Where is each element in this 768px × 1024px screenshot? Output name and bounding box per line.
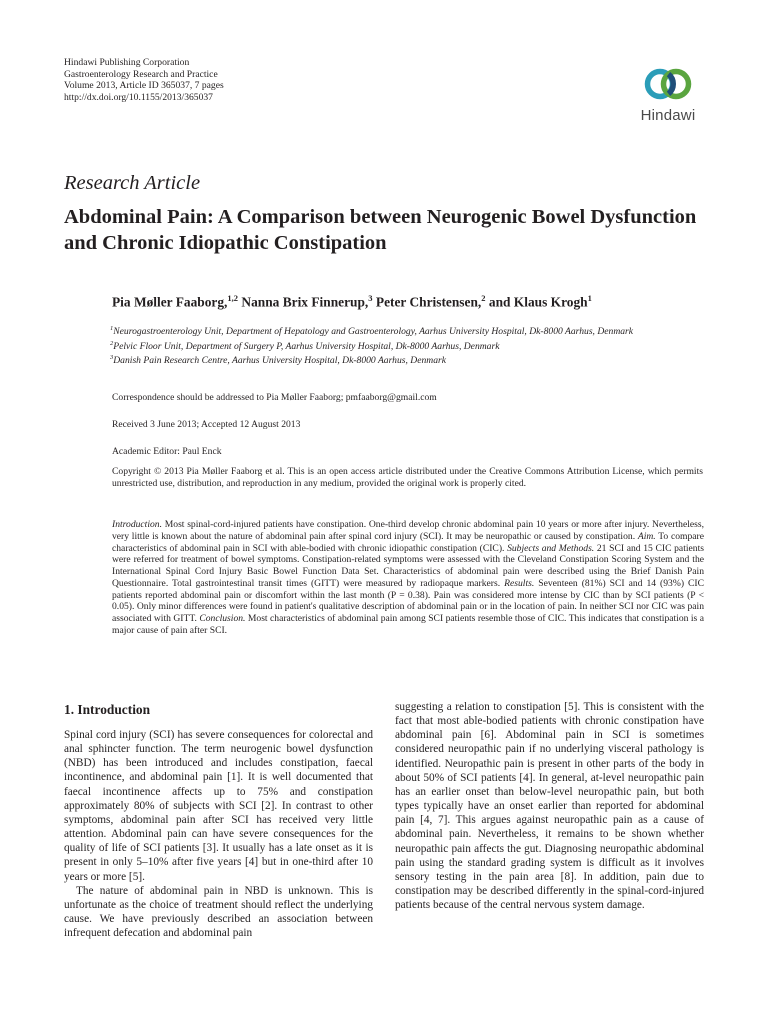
hindawi-logo-text: Hindawi bbox=[640, 107, 696, 124]
academic-editor: Academic Editor: Paul Enck bbox=[112, 446, 222, 457]
body-paragraph: Spinal cord injury (SCI) has severe consequences for colorectal and anal sphincter function. The term neurogenic bowel dysfunction (NBD) has been introduced and includes constipation, faecal incontinence, and abdominal pain [1]. It is well documented that faecal incontinence affects up to 75% and constipation approximately 80% of subjects with SCI [2]. In contrast to other symptoms, abdominal pain after SCI has received very little attention. Abdominal pain can have severe consequences for the quality of life of SCI patients [3]. It usually has a late onset as it is present in only 5–10% after five years [4] but in one-third after 10 years or more [5]. bbox=[64, 729, 373, 883]
abstract-label-results: Results. bbox=[504, 577, 535, 589]
abstract-label-aim: Aim. bbox=[637, 530, 656, 542]
body-column-right bbox=[395, 700, 704, 912]
abstract-conclusion: Most characteristics of abdominal pain among SCI patients resemble those of CIC. This indicates that constipation is a major cause of pain after SCI. bbox=[112, 613, 704, 636]
abstract-results: Seventeen (81%) SCI and 14 (93%) CIC patients reported abdominal pain or discomfort within the last month (P = 0.38). Pain was considered more intense by CIC than by SCI patients (P < 0.05). Only minor differences were found in patient's qualitative description of abdominal pain or in the location of pain. In neither SCI nor CIC was pain associated with GITT. bbox=[112, 577, 705, 624]
abstract-label-conclusion: Conclusion. bbox=[199, 613, 246, 624]
author-name: Nanna Brix Finnerup, bbox=[241, 294, 369, 310]
author-name: Peter Christensen, bbox=[375, 294, 482, 310]
author-affiliation-mark: 1,2 bbox=[227, 293, 239, 303]
body-paragraph: suggesting a relation to constipation [5]. This is consistent with the fact that most able-bodied patients with chronic constipation have abdominal pain [6]. Abdominal pain in SCI is sometimes considered neuropathic pain if no underlying visceral pathology is identified. Neuropathic pain is present in other parts of the body in about 50% of SCI patients [4]. In general, at-level neuropathic pain has an earlier onset than below-level neuropathic pain, but both types typically have an onset earlier than reported for abdominal pain [4, 7]. This argues against neuropathic pain as a cause of abdominal pain. Nevertheless, it remains to be shown whether neuropathic pain affects the gut. Diagnosing neuropathic abdominal pain using the standard grading system is difficult as it involves sensory testing in the pain area [8]. In addition, pain due to constipation may be described differently in the spinal-cord-injured patients because of the central nervous system damage. bbox=[395, 701, 704, 912]
affiliation-item: $^1$Neurogastroenterology Unit, Department of Hepatology and Gastroenterology, Aarhus University Hospital, Dk-8000 Aarhus, Denmark bbox=[110, 325, 634, 338]
doi-link[interactable]: http://dx.doi.org/10.1155/2013/365037 bbox=[64, 91, 213, 103]
abstract-label-methods: Subjects and Methods. bbox=[507, 542, 595, 554]
correspondence-line: Correspondence should be addressed to Pia Møller Faaborg; pmfaaborg@gmail.com bbox=[112, 392, 437, 403]
abstract-methods: 21 SCI and 15 CIC patients were referred for treatment of bowel symptoms. Constipation-related symptoms were assessed with the Cleveland Constipation Scoring System and the International Spinal Cord Injury Basic Bowel Function Data Set. Characteristics of abdominal pain were described using the Brief Danish Pain Questionnaire. Total gastrointestinal transit times (GITT) were measured by radiopaque markers. bbox=[112, 542, 704, 589]
received-dates: Received 3 June 2013; Accepted 12 August 2013 bbox=[112, 419, 301, 430]
abstract-label-introduction: Introduction. bbox=[112, 519, 163, 530]
article-title: Abdominal Pain: A Comparison between Neurogenic Bowel Dysfunction and Chronic Idiopathic Constipation bbox=[64, 206, 697, 254]
article-type: Research Article bbox=[64, 172, 201, 194]
hindawi-logo bbox=[630, 62, 706, 132]
abstract bbox=[112, 519, 704, 637]
body-column-left bbox=[64, 728, 373, 940]
author-list bbox=[112, 293, 592, 310]
affiliation-list bbox=[110, 323, 710, 367]
body-paragraph: The nature of abdominal pain in NBD is unknown. This is unfortunate as the choice of treatment should reflect the underlying cause. We have previously described an association between infrequent defecation and abdominal pain bbox=[64, 884, 373, 940]
publisher-name: Hindawi Publishing Corporation bbox=[64, 57, 190, 68]
copyright-notice: Copyright © 2013 Pia Møller Faaborg et al. This is an open access article distributed under the Creative Commons Attribution License, which permits unrestricted use, distribution, and reproduction in any medium, provided the original work is properly cited. bbox=[112, 466, 703, 490]
author-name: Pia Møller Faaborg, bbox=[112, 294, 228, 310]
hindawi-rings-icon bbox=[643, 62, 693, 106]
abstract-introduction: Most spinal-cord-injured patients have constipation. One-third develop chronic abdominal pain 10 years or more after injury. Nevertheless, very little is known about the nature of abdominal pain after spinal cord injury (SCI). It may be neuropathic or caused by constipation. bbox=[112, 519, 704, 542]
journal-name: Gastroenterology Research and Practice bbox=[64, 68, 218, 80]
author-affiliation-mark: 3 bbox=[368, 293, 373, 303]
author-name: and Klaus Krogh bbox=[488, 294, 588, 310]
affiliation-item: $^2$Pelvic Floor Unit, Department of Surgery P, Aarhus University Hospital, Dk-8000 Aarhus, Denmark bbox=[110, 339, 500, 352]
affiliation-item: $^3$Danish Pain Research Centre, Aarhus University Hospital, Dk-8000 Aarhus, Denmark bbox=[110, 354, 446, 367]
section-heading: 1. Introduction bbox=[64, 702, 151, 717]
author-affiliation-mark: 1 bbox=[587, 293, 592, 303]
journal-header bbox=[64, 57, 224, 103]
volume-line: Volume 2013, Article ID 365037, 7 pages bbox=[64, 80, 224, 91]
author-affiliation-mark: 2 bbox=[481, 293, 486, 303]
abstract-aim: To compare characteristics of abdominal pain in SCI with able-bodied with chronic idiopathic constipation (CIC). bbox=[112, 530, 704, 554]
